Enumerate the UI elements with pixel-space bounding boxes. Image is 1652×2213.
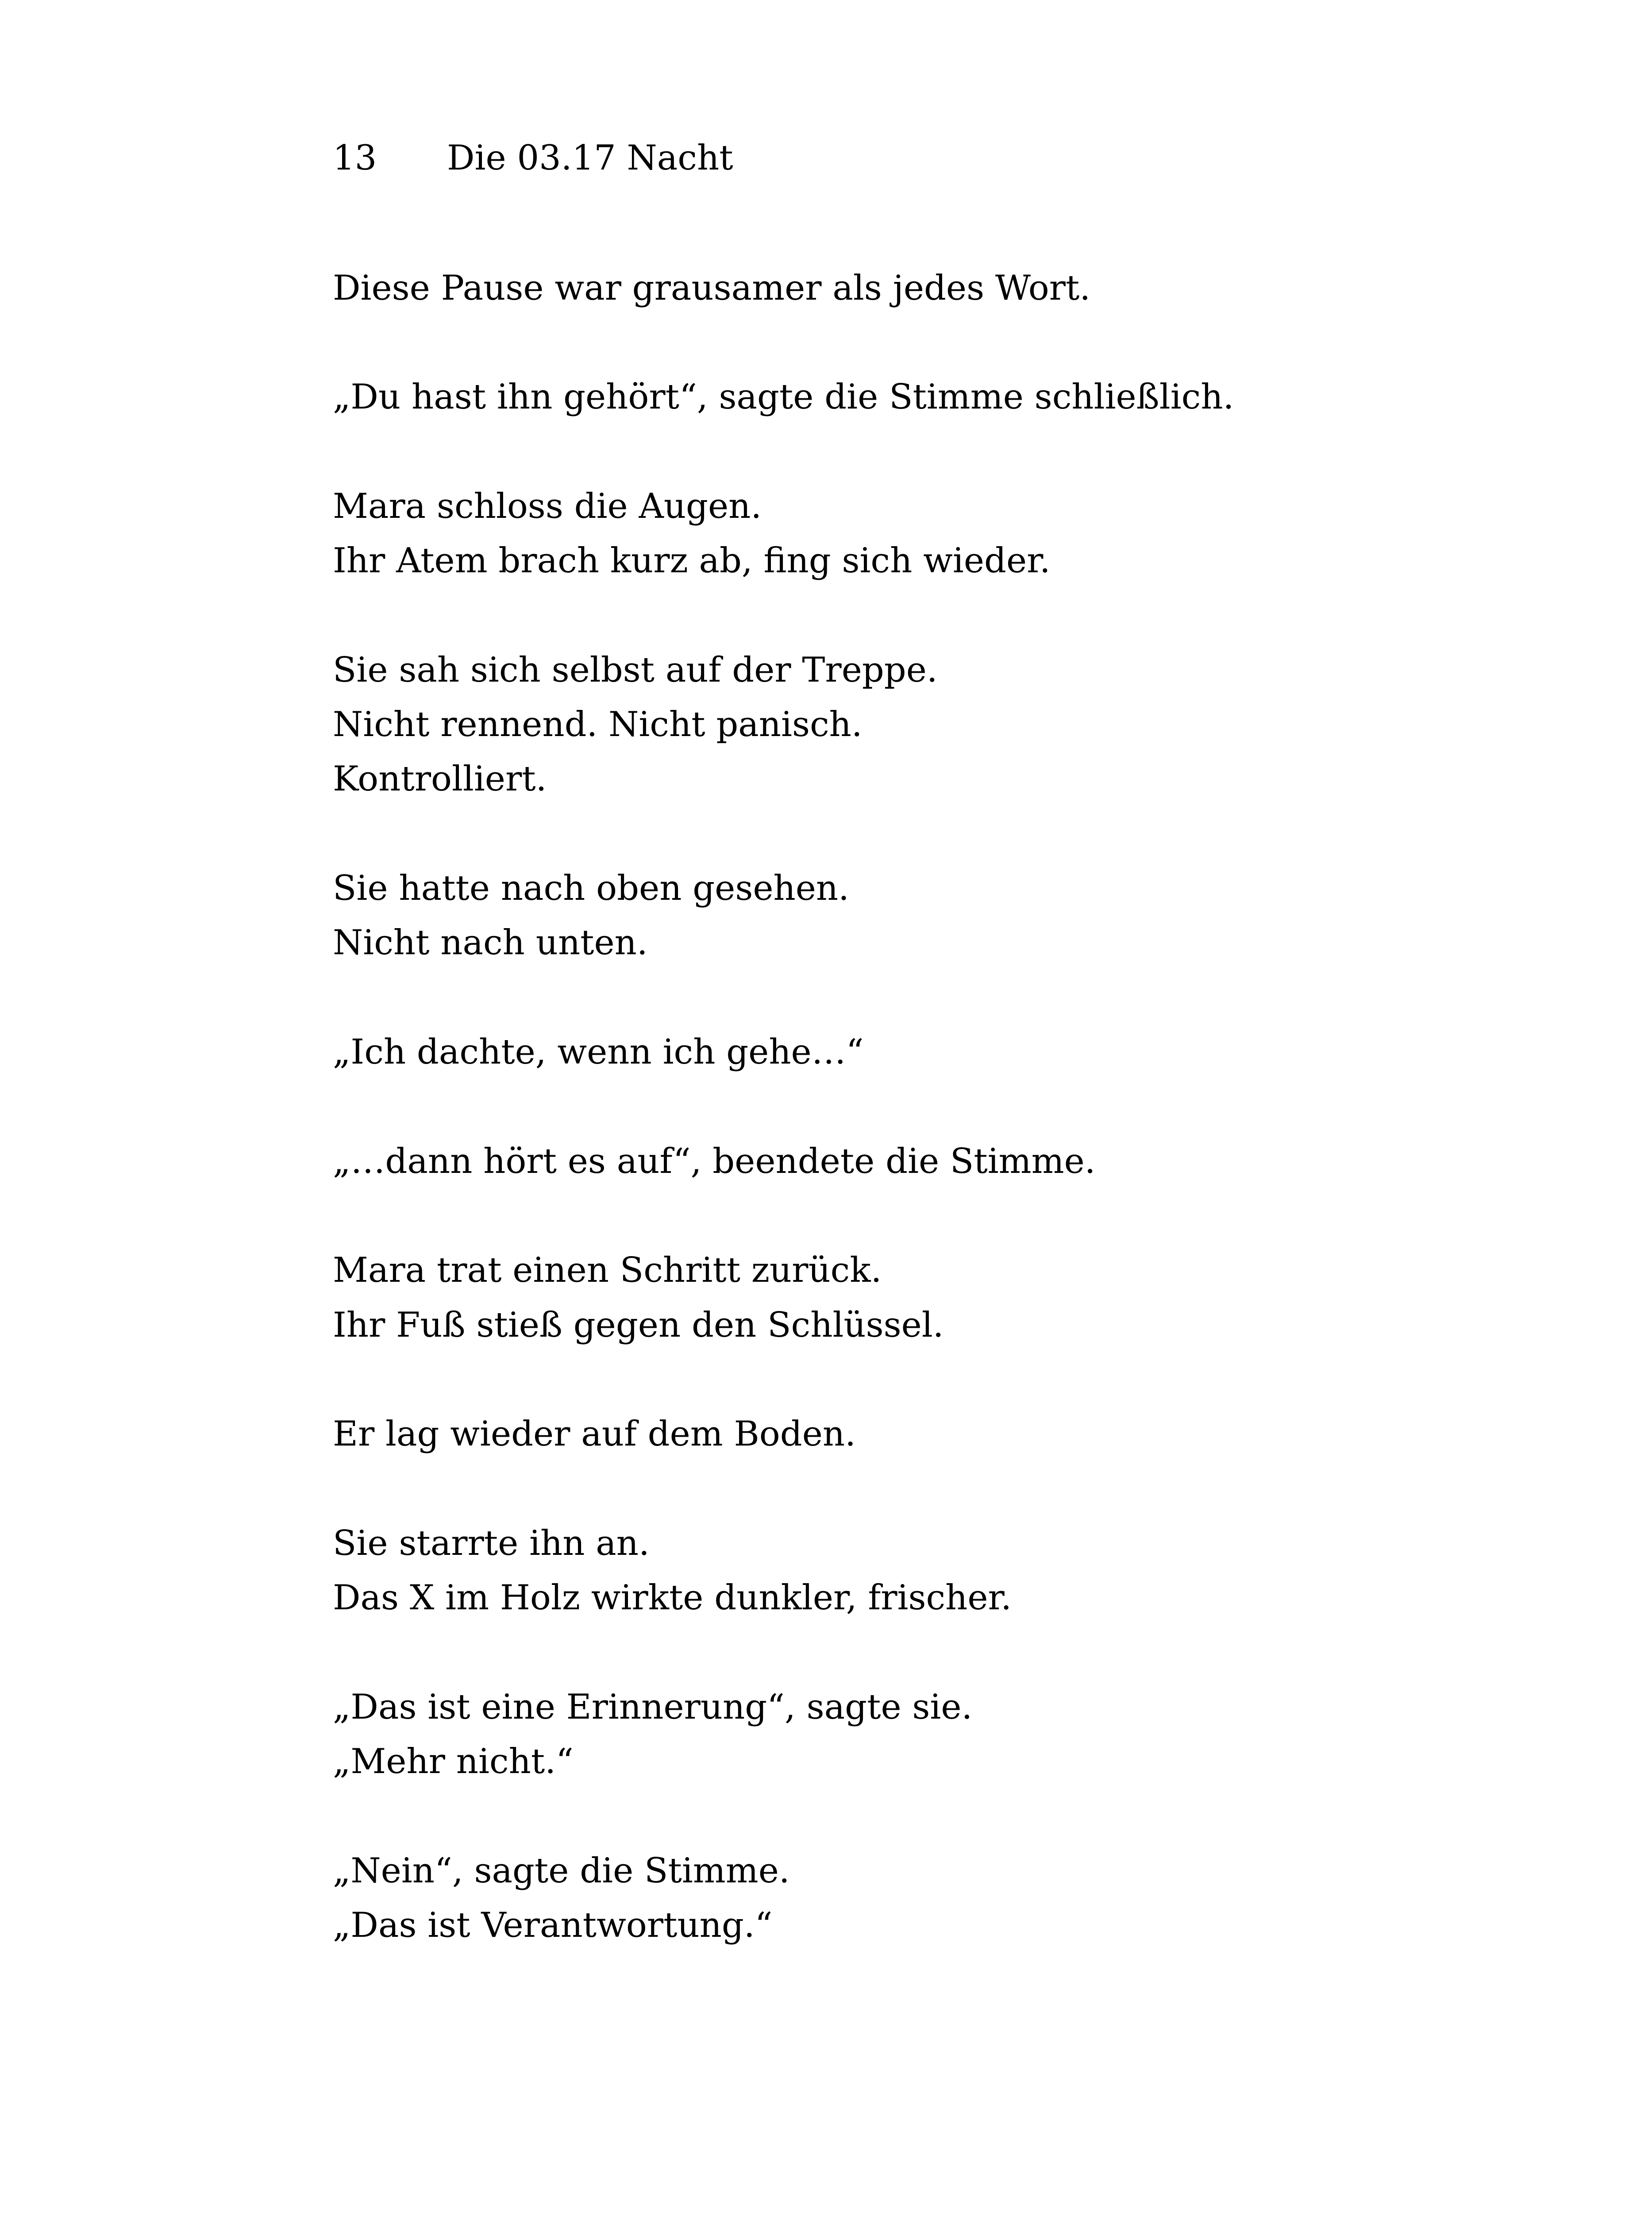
text-line: Das X im Holz wirkte dunkler, frischer. xyxy=(333,1578,1012,1618)
text-line: Er lag wieder auf dem Boden. xyxy=(333,1414,856,1454)
text-line: Mara schloss die Augen. xyxy=(333,486,762,526)
text-line: „Das ist eine Erinnerung“, sagte sie. xyxy=(333,1687,973,1727)
text-line: Sie sah sich selbst auf der Treppe. xyxy=(333,650,938,690)
chapter-number: 13 xyxy=(333,138,377,178)
text-line: Nicht rennend. Nicht panisch. xyxy=(333,705,863,744)
text-line: Sie hatte nach oben gesehen. xyxy=(333,868,849,908)
text-line: Diese Pause war grausamer als jedes Wort. xyxy=(333,268,1091,308)
text-line: „Das ist Verantwortung.“ xyxy=(333,1905,773,1945)
text-line: „Mehr nicht.“ xyxy=(333,1742,574,1781)
text-line: Nicht nach unten. xyxy=(333,923,648,963)
text-line: Kontrolliert. xyxy=(333,759,547,799)
text-line: „…dann hört es auf“, beendete die Stimme. xyxy=(333,1141,1096,1181)
text-line: „Nein“, sagte die Stimme. xyxy=(333,1851,790,1891)
chapter-title: Die 03.17 Nacht xyxy=(447,138,733,178)
text-line: Sie starrte ihn an. xyxy=(333,1523,650,1563)
text-line: Ihr Fuß stieß gegen den Schlüssel. xyxy=(333,1305,944,1345)
text-line: Mara trat einen Schritt zurück. xyxy=(333,1250,882,1290)
text-line: Ihr Atem brach kurz ab, fing sich wieder. xyxy=(333,541,1051,581)
chapter-header xyxy=(333,138,733,178)
text-line: „Du hast ihn gehört“, sagte die Stimme schließlich. xyxy=(333,377,1234,417)
text-line: „Ich dachte, wenn ich gehe…“ xyxy=(333,1032,864,1072)
